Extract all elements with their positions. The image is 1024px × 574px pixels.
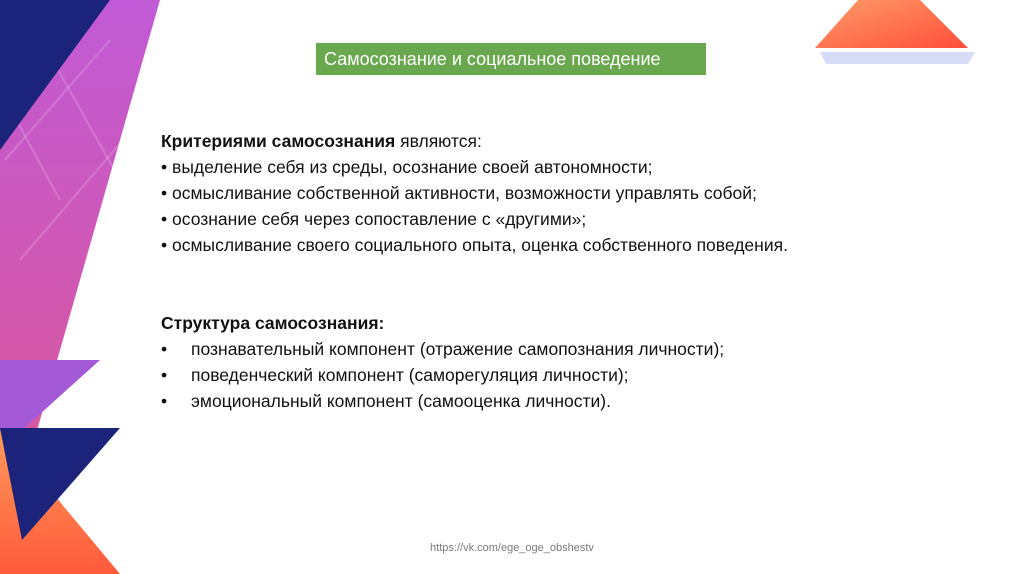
list-item-text: эмоциональный компонент (самооценка личности). <box>191 391 611 411</box>
list-item-text: осмысливание собственной активности, возможности управлять собой; <box>172 183 757 203</box>
criteria-heading-bold: Критериями самосознания <box>161 131 396 151</box>
top-right-glow <box>820 52 975 64</box>
bullet: • <box>161 339 168 359</box>
bullet: • <box>161 365 168 385</box>
list-item <box>161 388 724 414</box>
bullet: • <box>161 183 168 203</box>
bullet: • <box>161 391 168 411</box>
list-item <box>161 180 788 206</box>
structure-section <box>161 310 724 414</box>
bullet: • <box>161 209 168 229</box>
list-item-text: поведенческий компонент (саморегуляция личности); <box>191 365 629 385</box>
bullet: • <box>161 157 168 177</box>
list-item-text: осознание себя через сопоставление с «другими»; <box>172 209 587 229</box>
criteria-heading <box>161 128 788 154</box>
footer-url: https://vk.com/ege_oge_obshestv <box>430 542 594 554</box>
list-item <box>161 206 788 232</box>
criteria-heading-rest: являются: <box>395 131 482 151</box>
bullet: • <box>161 235 168 255</box>
list-item-text: познавательный компонент (отражение самопознания личности); <box>191 339 725 359</box>
list-item <box>161 362 724 388</box>
list-item-text: выделение себя из среды, осознание своей автономности; <box>172 157 653 177</box>
slide-title: Самосознание и социальное поведение <box>316 43 706 75</box>
list-item <box>161 336 724 362</box>
top-right-orange-triangle <box>815 0 968 48</box>
list-item <box>161 232 788 258</box>
criteria-section <box>161 128 788 258</box>
list-item-text: осмысливание своего социального опыта, оценка собственного поведения. <box>172 235 788 255</box>
structure-heading: Структура самосознания: <box>161 313 385 333</box>
list-item <box>161 154 788 180</box>
